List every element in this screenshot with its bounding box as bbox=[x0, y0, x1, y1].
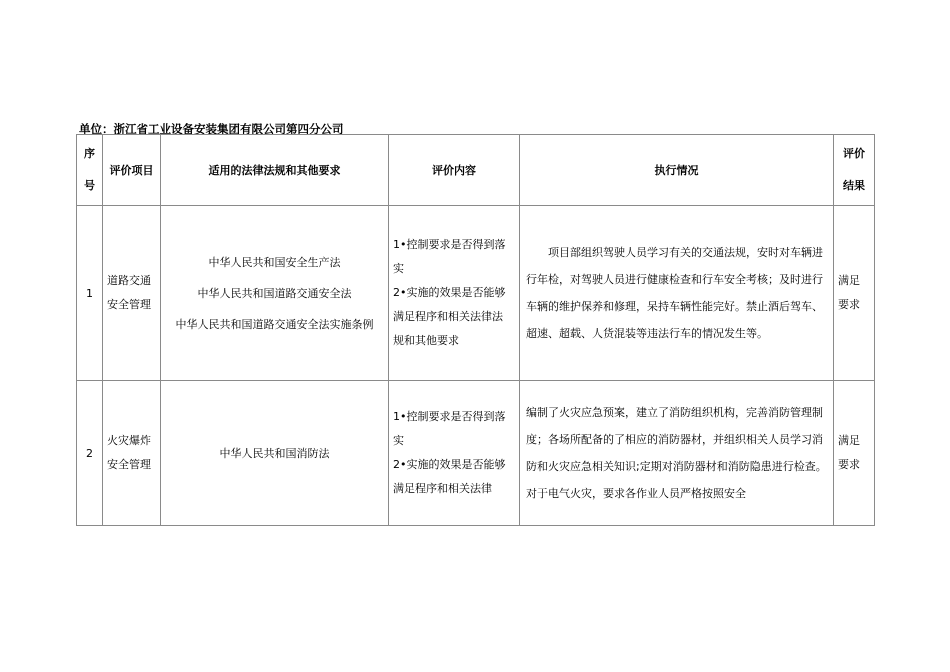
evaluation-table bbox=[76, 134, 875, 526]
row-seq: 1 bbox=[77, 206, 103, 381]
row-execution: 项目部组织驾驶人员学习有关的交通法规，安时对车辆进行年检，对驾驶人员进行健康检查和行车安全考核；及时进行车辆的维护保养和修理，呆持车辆性能完好。禁止酒后驾车、超速、超载、人货混装等违法行车的情况发生等。 bbox=[520, 206, 834, 381]
header-result: 评价 结果 bbox=[834, 135, 875, 206]
row-content: 1•控制要求是否得到落 实 2•实施的效果是否能够 满足程序和相关法律 bbox=[389, 381, 520, 526]
table-row bbox=[77, 381, 875, 526]
row-result: 满足 要求 bbox=[834, 381, 875, 526]
row-content: 1•控制要求是否得到落 实 2•实施的效果是否能够 满足程序和相关法律法 规和其他要求 bbox=[389, 206, 520, 381]
row-item: 火灾爆炸 安全管理 bbox=[103, 381, 161, 526]
header-execution: 执行情况 bbox=[520, 135, 834, 206]
row-item: 道路交通 安全管理 bbox=[103, 206, 161, 381]
row-laws: 中华人民共和国安全生产法 中华人民共和国道路交通安全法 中华人民共和国道路交通安全法实施条例 bbox=[161, 206, 389, 381]
unit-label: 单位：浙江省工业设备安装集团有限公司第四分公司 bbox=[79, 122, 344, 136]
row-result: 满足 要求 bbox=[834, 206, 875, 381]
table-row bbox=[77, 206, 875, 381]
header-item: 评价项目 bbox=[103, 135, 161, 206]
row-seq: 2 bbox=[77, 381, 103, 526]
header-seq: 序 号 bbox=[77, 135, 103, 206]
row-laws: 中华人民共和国消防法 bbox=[161, 381, 389, 526]
header-content: 评价内容 bbox=[389, 135, 520, 206]
row-execution: 编制了火灾应急预案，建立了消防组织机构，完善消防管理制度；各场所配备的了相应的消防器材，并组织相关人员学习消防和火灾应急相关知识;定期对消防器材和消防隐患进行检查。对于电气火灾，要求各作业人员严格按照安全 bbox=[520, 381, 834, 526]
table-header-row bbox=[77, 135, 875, 206]
header-laws: 适用的法律法规和其他要求 bbox=[161, 135, 389, 206]
